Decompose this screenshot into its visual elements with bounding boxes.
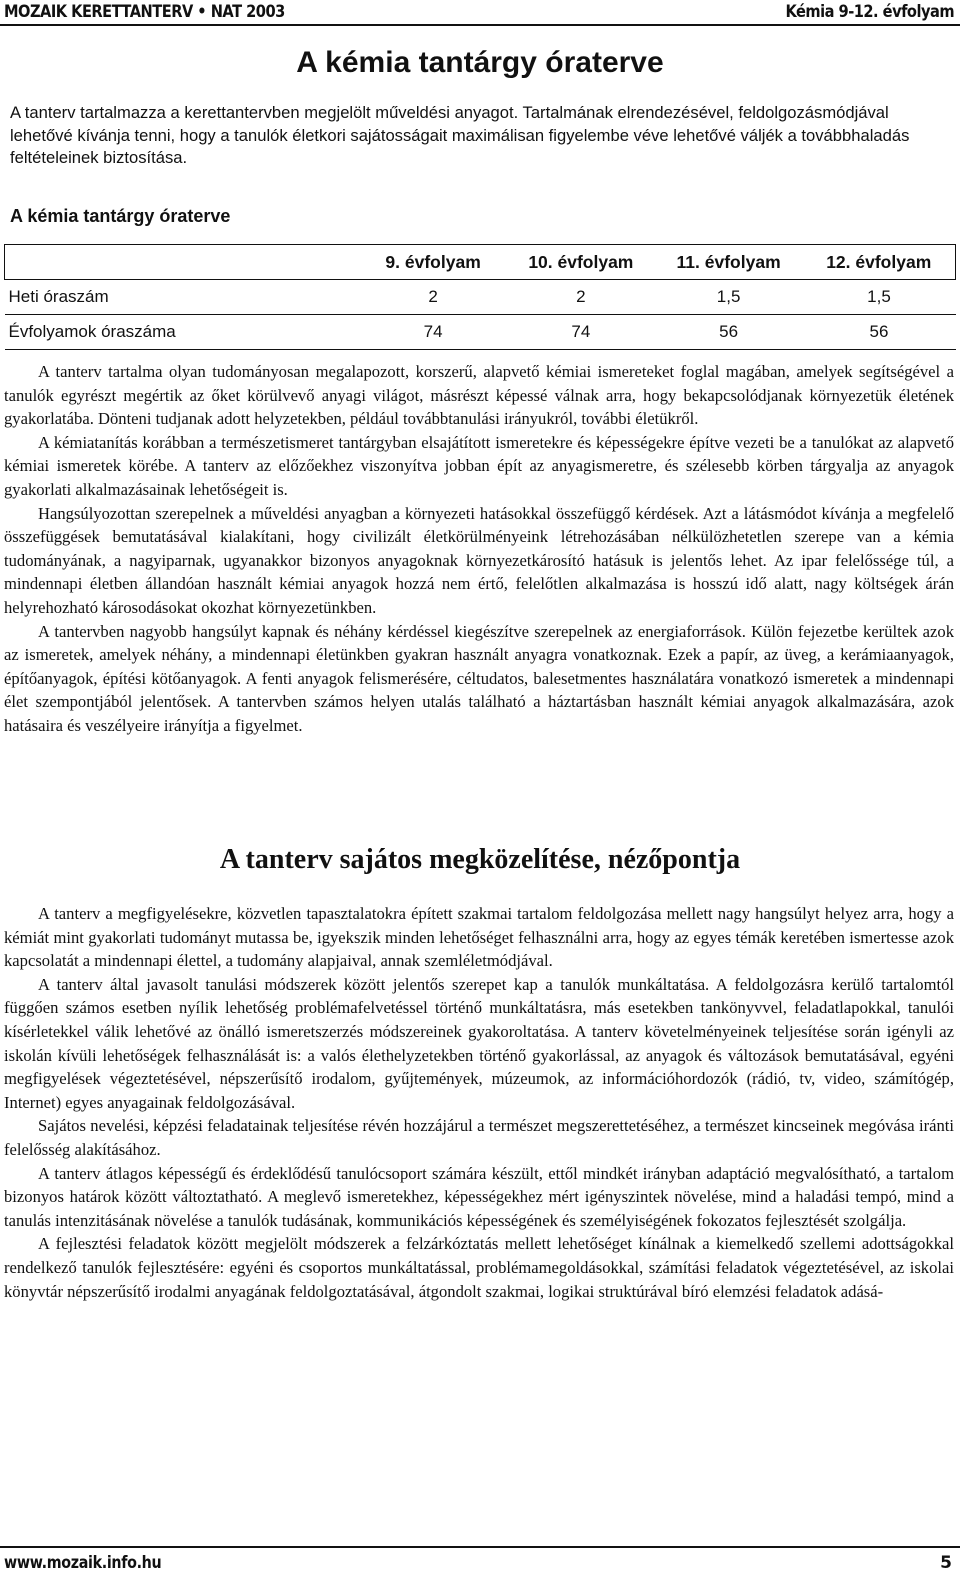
table-cell: 56 bbox=[655, 315, 803, 350]
table-cell: 1,5 bbox=[802, 280, 955, 315]
hours-table bbox=[4, 244, 956, 350]
body-paragraph: A tanterv által javasolt tanulási módszerek között jelentős szerepet kap a tanulók munkáltatása. A feldolgozásra kerülő tartalomtól függően számos esetben nyílik lehetőség problémafelvetéssel történő munkáltatásra, más esetekben tankönyvvel, feladatlapokkal, tanulói kísérletekkel válik lehetővé az önálló ismeretszerzés módszereinek gyakoroltatása. A tanterv követelményeinek teljesítése során igényli az iskolán kívüli lehetőségek felhasználását is: a valós élethelyzetekben történő gyakorlással, az anyagok és változások bemutatásával, egyéni megfigyelések végeztetésével, népszerűsítő irodalom, gyűjtemények, múzeumok, az információhordozók (rádió, tv, video, számítógép, Internet) egyes anyagainak feldolgozásával. bbox=[4, 974, 954, 1112]
table-row bbox=[5, 280, 956, 315]
body-paragraph: Hangsúlyozottan szerepelnek a műveldési anyagban a környezeti hatásokkal összefüggő kérdések. Azt a látásmódot kívánja a megfelelő összefüggések bemutatásával kialakítani, hogy civilizált életkörülményeink létrehozásában nélkülözhetetlen szerepe van a kémia tudományának, a nagyiparnak, ugyanakkor bizonyos anyagoknak környezetkárosító hatásuk is jelentős lehet. Az ipar felelőssége túl, a mindennapi életben állandóan használt kémiai anyagok hozzá nem értő, felelőtlen alkalmazása is hosszú idő alatt, nagy költségek árán helyrehozható károsodásokat okozhat környezetünkben. bbox=[4, 503, 954, 617]
table-header-row bbox=[5, 245, 956, 280]
table-cell: 1,5 bbox=[655, 280, 803, 315]
table-header-blank bbox=[5, 245, 360, 280]
body-paragraph: A tanterv átlagos képességű és érdeklődésű tanulócsoport számára készült, ettől mindkét irányban adaptáció megvalósítható, a tartalom bizonyos határok között változtatható. A meglevő ismeretekhez, képességekhez mért igényszintek növelése, mind a haladási tempó, mind a tanulás intenzitásának növelése a tanulók tudásának, kommunikációs képességének és személyiségének fokozatos fejlesztését szolgálja. bbox=[4, 1163, 954, 1230]
table-cell: 74 bbox=[359, 315, 507, 350]
body-paragraph: A tanterv a megfigyelésekre, közvetlen tapasztalatokra épített szakmai tartalom feldolgozása mellett nagy hangsúlyt helyez arra, hogy a kémiát mint gyakorlati tudományt mutassa be, igyekszik minden lehetőséget felhasználni arra, hogy az egyes témák keretében ismertesse azok kapcsolatát a mindennapi élettel, a tudomány alapjaival, annak szemléletmódjával. bbox=[4, 904, 954, 971]
row-label-annual-hours: Évfolyamok óraszáma bbox=[5, 315, 360, 350]
table-cell: 2 bbox=[507, 280, 655, 315]
table-header-grade-9: 9. évfolyam bbox=[385, 251, 481, 272]
section-title-approach: A tanterv sajátos megközelítése, nézőpontja bbox=[219, 844, 741, 875]
footer-website-link[interactable]: www.mozaik.info.hu bbox=[4, 1553, 162, 1573]
table-header-grade-11: 11. évfolyam bbox=[676, 251, 781, 272]
body-paragraph: A tanterv tartalma olyan tudományosan megalapozott, korszerű, alapvető kémiai ismereteket foglal magában, amelyek segítségével a tanulók egyrészt megértik az őket körülvevő anyagi világot, másrészt képessé válnak arra, hogy bekapcsolódjanak környezetük életének gyakorlatába. Dönteni tudjanak adott helyzetekben, például továbbtanulási irányukról, további életükről. bbox=[4, 362, 954, 429]
table-row bbox=[5, 315, 956, 350]
footer-rule bbox=[0, 1546, 960, 1548]
body-paragraph: A tantervben nagyobb hangsúlyt kapnak és néhány kérdéssel kiegészítve szerepelnek az energiaforrások. Külön fejezetbe kerültek azok az ismeretek, amelyek néhány, a mindennapi életünkben gyakran használt anyagra vonatkoznak. Ezek a papír, az üveg, a kerámiaanyagok, építőanyagok, építési kötőanyagok. A fenti anyagok felismerésére, céltudatos, balesetmentes használatára vonatkozó ismeretek a mindennapi élet szempontjából jelentősek. A tantervben számos helyen utalás található a háztartásban használt kémiai anyagok alkalmazására, azok hatásaira és veszélyeire irányítja a figyelmet. bbox=[4, 621, 954, 735]
page-number: 5 bbox=[940, 1553, 952, 1573]
body-paragraph: Sajátos nevelési, képzési feladatainak teljesítése révén hozzájárul a természet megszerettetéséhez, a természet kincseinek megóvása iránti felelősség alakításához. bbox=[4, 1116, 954, 1159]
table-cell: 56 bbox=[802, 315, 955, 350]
table-cell: 2 bbox=[359, 280, 507, 315]
section-title-curriculum-hours: A kémia tantárgy óraterve bbox=[296, 46, 664, 79]
subject-title: Kémia 9-12. évfolyam bbox=[785, 2, 954, 22]
body-paragraph: A fejlesztési feladatok között megjelölt módszerek a felzárkóztatás mellett lehetőséget kínálnak a kiemelkedő szellemi adottságokkal rendelkező tanulók fejlesztésére: egyéni és csoportos munkáltatással, problémamegoldásokkal, számítási feladatok végeztetésével, az iskolai könyvtár népszerűsítő irodalmi anyagának feldolgoztatásával, átgondolt szakmai, logikai struktúrával bíró elemzési feladatok adásá- bbox=[4, 1234, 954, 1301]
section1-body bbox=[4, 360, 954, 738]
body-paragraph: A kémiatanítás korábban a természetismeret tantárgyban elsajátított ismeretekre és képességekre építve vezeti be a tanulókat az alapvető kémiai ismeretek körébe. A tanterv az előzőekhez viszonyítva jobban épít az anyagismeretre, és szélesebb körben tárgyalja az anyagok gyakorlati alkalmazásainak lehetőségeit is. bbox=[4, 432, 954, 499]
table-header-grade-12: 12. évfolyam bbox=[826, 251, 932, 272]
table-title: A kémia tantárgy óraterve bbox=[10, 206, 231, 226]
row-label-weekly-hours: Heti óraszám bbox=[5, 280, 360, 315]
table-cell: 74 bbox=[507, 315, 655, 350]
section2-body bbox=[4, 902, 954, 1303]
running-header bbox=[0, 0, 960, 26]
table-header-grade-10: 10. évfolyam bbox=[528, 251, 634, 272]
series-title: MOZAIK KERETTANTERV • NAT 2003 bbox=[4, 2, 285, 22]
intro-paragraph: A tanterv tartalmazza a kerettantervben megjelölt műveldési anyagot. Tartalmának elrendezésével, feldolgozásmódjával lehetővé kívánja tenni, hogy a tanulók életkori sajátosságait maximálisan figyelembe véve lehetővé váljék a továbbhaladás feltételeinek biztosítása. bbox=[10, 103, 910, 168]
